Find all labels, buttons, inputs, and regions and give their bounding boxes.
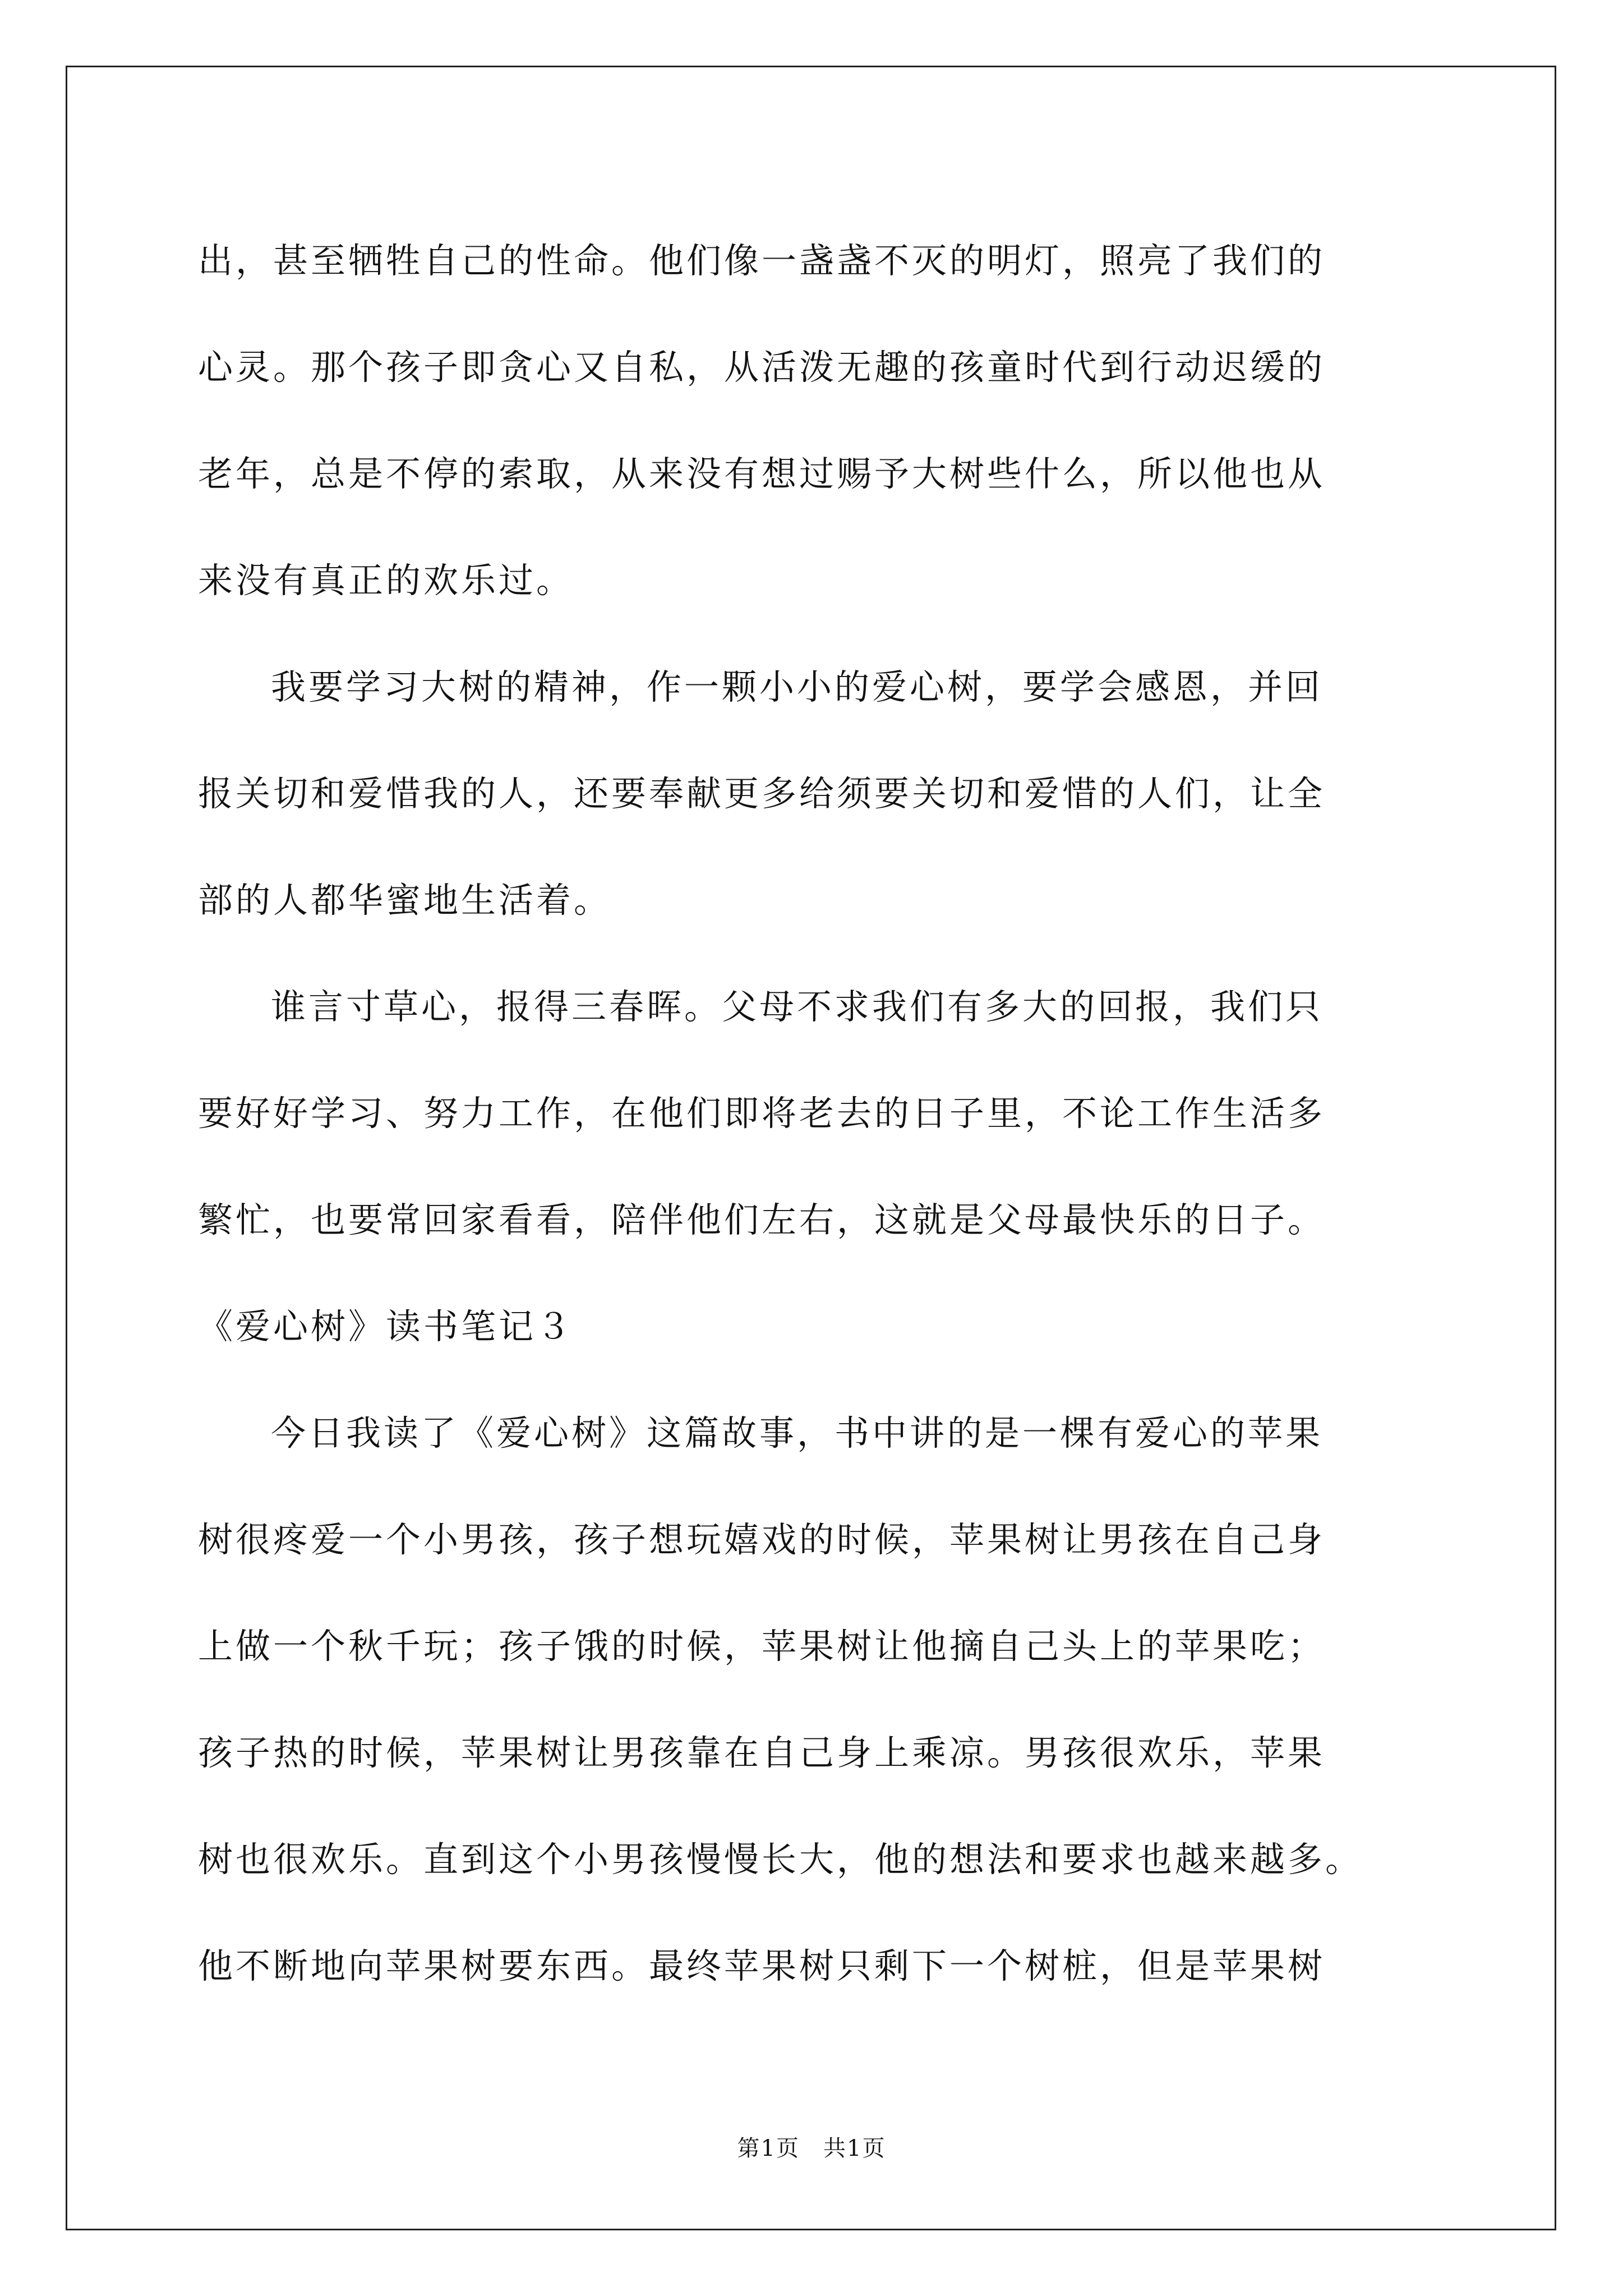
document-body <box>198 208 1454 2019</box>
text-line: 老年，总是不停的索取，从来没有想过赐予大树些什么，所以他也从 <box>198 453 1326 494</box>
text-line: 树很疼爱一个小男孩，孩子想玩嬉戏的时候，苹果树让男孩在自己身 <box>198 1519 1326 1560</box>
text-line: 上做一个秋千玩；孩子饿的时候，苹果树让他摘自己头上的苹果吃； <box>198 1626 1326 1667</box>
text-line: 孩子热的时候，苹果树让男孩靠在自己身上乘凉。男孩很欢乐，苹果 <box>198 1732 1326 1773</box>
text-line: 来没有真正的欢乐过。 <box>198 560 574 601</box>
text-line: 他不断地向苹果树要东西。最终苹果树只剩下一个树桩，但是苹果树 <box>198 1945 1326 1986</box>
page-total: 共1页 <box>823 2136 886 2161</box>
page-footer <box>0 2134 1623 2162</box>
text-line: 繁忙，也要常回家看看，陪伴他们左右，这就是父母最快乐的日子。 <box>198 1199 1326 1240</box>
page-number: 第1页 <box>737 2136 800 2161</box>
text-line: 部的人都华蜜地生活着。 <box>198 880 612 921</box>
text-line: 要好好学习、努力工作，在他们即将老去的日子里，不论工作生活多 <box>198 1093 1326 1134</box>
paragraph-first-line: 谁言寸草心，报得三春晖。父母不求我们有多大的回报，我们只 <box>271 986 1324 1027</box>
section-heading: 《爱心树》读书笔记３ <box>198 1306 574 1347</box>
paragraph-first-line: 我要学习大树的精神，作一颗小小的爱心树，要学会感恩，并回 <box>271 666 1324 707</box>
text-line: 心灵。那个孩子即贪心又自私，从活泼无趣的孩童时代到行动迟缓的 <box>198 347 1326 388</box>
text-line: 树也很欢乐。直到这个小男孩慢慢长大，他的想法和要求也越来越多。 <box>198 1839 1363 1880</box>
paragraph-first-line: 今日我读了《爱心树》这篇故事，书中讲的是一棵有爱心的苹果 <box>271 1412 1324 1453</box>
text-line: 报关切和爱惜我的人，还要奉献更多给须要关切和爱惜的人们，让全 <box>198 773 1326 814</box>
text-line: 出，甚至牺牲自己的性命。他们像一盏盏不灭的明灯，照亮了我们的 <box>198 240 1326 281</box>
